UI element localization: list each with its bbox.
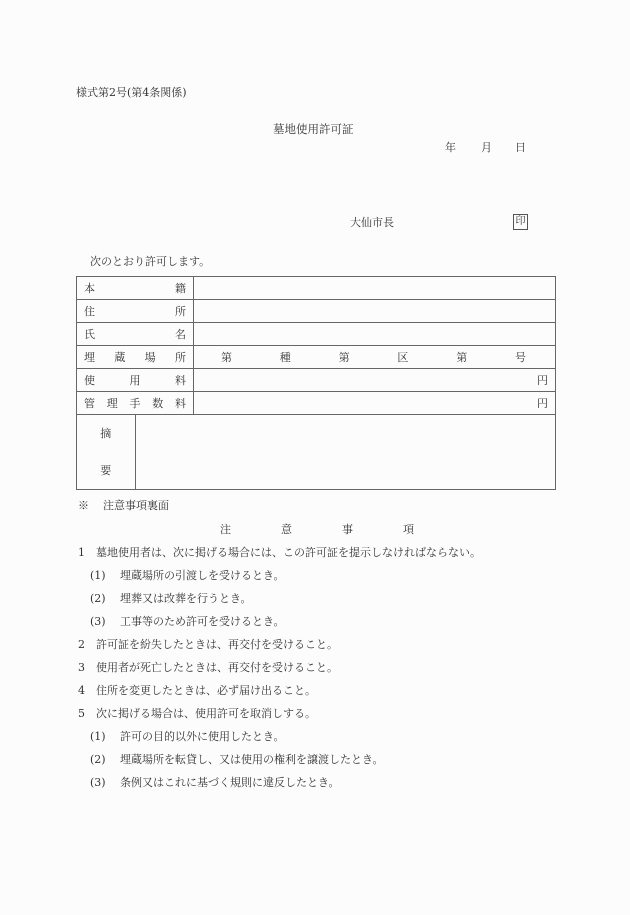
label-char: 要 xyxy=(100,464,112,477)
place-part: 種 xyxy=(279,351,291,364)
label-burial-place xyxy=(77,346,194,369)
note-subitem xyxy=(90,592,252,606)
item-number: (2) xyxy=(90,753,106,766)
label-name xyxy=(77,323,194,346)
row-burial-place xyxy=(77,346,556,369)
label-char: 用 xyxy=(129,374,141,387)
seal-mark: 印 xyxy=(513,214,528,230)
domicile-field[interactable] xyxy=(194,277,556,300)
label-char: 埋 xyxy=(84,351,95,364)
item-number: 1 xyxy=(78,546,85,559)
label-char: 蔵 xyxy=(114,351,126,364)
label-char: 本 xyxy=(84,282,95,295)
management-fee-field[interactable] xyxy=(194,392,556,415)
item-number: (3) xyxy=(90,615,106,628)
label-char: 数 xyxy=(152,397,164,410)
address-field[interactable] xyxy=(194,300,556,323)
item-text: 次に掲げる場合は、使用許可を取消しする。 xyxy=(96,707,316,720)
place-part: 号 xyxy=(514,351,526,364)
item-number: 5 xyxy=(78,707,85,720)
name-field[interactable] xyxy=(194,323,556,346)
item-number: (1) xyxy=(90,569,106,582)
note-item xyxy=(78,684,316,698)
note-item xyxy=(78,707,316,721)
burial-place-field[interactable] xyxy=(194,346,556,369)
label-char: 住 xyxy=(84,305,95,318)
intro-text: 次のとおり許可します。 xyxy=(90,255,211,268)
label-char: 名 xyxy=(175,328,186,341)
row-name xyxy=(77,323,556,346)
item-text: 工事等のため許可を受けるとき。 xyxy=(120,615,285,628)
item-number: 4 xyxy=(78,684,85,697)
item-text: 使用者が死亡したときは、再交付を受けること。 xyxy=(96,661,338,674)
label-domicile xyxy=(77,277,194,300)
note-reference xyxy=(78,499,169,513)
note-subitem xyxy=(90,753,384,767)
note-subitem xyxy=(90,615,285,629)
item-text: 住所を変更したときは、必ず届け出ること。 xyxy=(96,684,316,697)
note-subitem xyxy=(90,730,285,744)
note-item xyxy=(78,546,481,560)
label-summary xyxy=(77,415,136,490)
notes-title xyxy=(220,523,414,537)
item-text: 条例又はこれに基づく規則に違反したとき。 xyxy=(120,776,340,789)
date-day-label: 日 xyxy=(515,141,526,154)
title-char: 意 xyxy=(281,523,292,536)
title-char: 項 xyxy=(403,523,414,536)
label-address xyxy=(77,300,194,323)
item-text: 許可証を紛失したときは、再交付を受けること。 xyxy=(96,638,338,651)
item-text: 埋蔵場所を転貸し、又は使用の権利を譲渡したとき。 xyxy=(120,753,384,766)
label-char: 所 xyxy=(174,351,186,364)
date-year-label: 年 xyxy=(445,141,456,154)
permit-form-table xyxy=(76,276,556,490)
label-char: 摘 xyxy=(100,427,112,440)
label-char: 使 xyxy=(84,374,95,387)
place-part: 第 xyxy=(221,351,232,364)
reference-mark: ※ xyxy=(78,499,89,512)
date-month-label: 月 xyxy=(481,141,492,154)
place-part: 第 xyxy=(456,351,468,364)
label-char: 籍 xyxy=(175,282,186,295)
item-number: (2) xyxy=(90,592,106,605)
document-title: 墓地使用許可証 xyxy=(273,122,354,136)
row-summary xyxy=(77,415,556,490)
item-text: 埋葬又は改葬を行うとき。 xyxy=(120,592,252,605)
usage-fee-field[interactable] xyxy=(194,369,556,392)
note-subitem xyxy=(90,569,285,583)
row-address xyxy=(77,300,556,323)
item-text: 許可の目的以外に使用したとき。 xyxy=(120,730,285,743)
label-char: 理 xyxy=(106,397,118,410)
label-char: 料 xyxy=(175,397,186,410)
item-number: 3 xyxy=(78,661,85,674)
reference-text: 注意事項裏面 xyxy=(103,499,169,512)
note-subitem xyxy=(90,776,340,790)
form-number: 様式第2号(第4条関係) xyxy=(76,86,187,99)
item-number: (3) xyxy=(90,776,106,789)
label-char: 場 xyxy=(144,351,156,364)
item-number: 2 xyxy=(78,638,85,651)
title-char: 事 xyxy=(342,523,353,536)
note-item xyxy=(78,661,338,675)
row-domicile xyxy=(77,277,556,300)
item-text: 埋蔵場所の引渡しを受けるとき。 xyxy=(120,569,285,582)
summary-field[interactable] xyxy=(135,415,556,490)
label-char: 管 xyxy=(84,397,95,410)
title-char: 注 xyxy=(220,523,231,536)
row-usage-fee xyxy=(77,369,556,392)
note-item xyxy=(78,638,338,652)
row-management-fee xyxy=(77,392,556,415)
label-char: 料 xyxy=(175,374,186,387)
label-char: 手 xyxy=(129,397,141,410)
label-char: 所 xyxy=(175,305,186,318)
label-char: 氏 xyxy=(84,328,95,341)
label-management-fee xyxy=(77,392,194,415)
label-usage-fee xyxy=(77,369,194,392)
place-part: 第 xyxy=(338,351,350,364)
yen-unit: 円 xyxy=(537,374,548,387)
place-part: 区 xyxy=(397,351,409,364)
issuer-name: 大仙市長 xyxy=(350,216,394,229)
item-text: 墓地使用者は、次に掲げる場合には、この許可証を提示しなければならない。 xyxy=(96,546,481,559)
item-number: (1) xyxy=(90,730,106,743)
yen-unit: 円 xyxy=(537,397,548,410)
